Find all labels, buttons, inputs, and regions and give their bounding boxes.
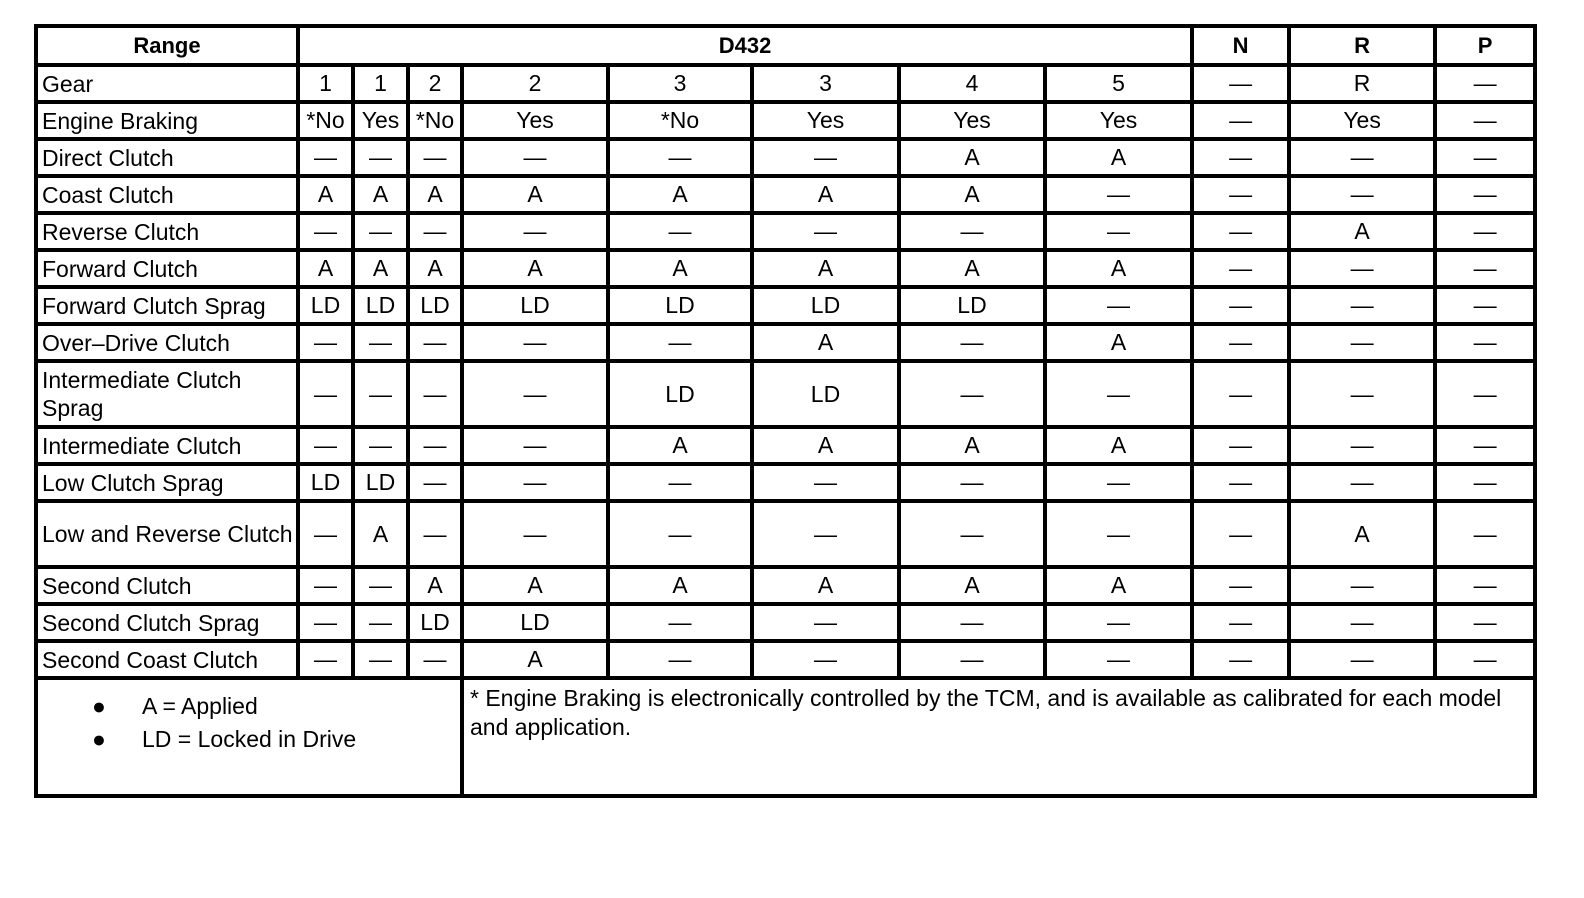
- legend-item-applied: ● A = Applied: [38, 690, 460, 723]
- row-label: Second Coast Clutch: [36, 641, 298, 678]
- table-row: [36, 176, 1535, 213]
- table-cell: —: [1192, 464, 1289, 501]
- table-cell: Yes: [462, 102, 608, 139]
- row-label: Intermediate Clutch: [36, 427, 298, 464]
- table-cell: Yes: [1289, 102, 1435, 139]
- row-label: Second Clutch Sprag: [36, 604, 298, 641]
- table-cell: —: [1045, 464, 1192, 501]
- table-cell: 3: [752, 65, 899, 102]
- table-cell: —: [353, 427, 408, 464]
- table-cell: —: [1289, 567, 1435, 604]
- range-header-row: [36, 26, 1535, 65]
- row-label: Direct Clutch: [36, 139, 298, 176]
- table-row: [36, 250, 1535, 287]
- row-label: Forward Clutch: [36, 250, 298, 287]
- table-cell: —: [353, 604, 408, 641]
- table-cell: —: [298, 361, 353, 427]
- table-cell: —: [1289, 464, 1435, 501]
- table-cell: —: [353, 567, 408, 604]
- table-row: [36, 427, 1535, 464]
- table-cell: —: [899, 464, 1045, 501]
- row-label: Low Clutch Sprag: [36, 464, 298, 501]
- table-cell: —: [462, 427, 608, 464]
- table-cell: LD: [462, 604, 608, 641]
- table-cell: —: [752, 213, 899, 250]
- table-cell: —: [353, 324, 408, 361]
- table-cell: Yes: [353, 102, 408, 139]
- table-row: [36, 464, 1535, 501]
- table-cell: A: [353, 501, 408, 567]
- table-cell: —: [1192, 324, 1289, 361]
- table-cell: R: [1289, 65, 1435, 102]
- table-row: [36, 65, 1535, 102]
- table-cell: A: [1289, 213, 1435, 250]
- table-cell: LD: [752, 361, 899, 427]
- table-cell: —: [1192, 139, 1289, 176]
- table-cell: *No: [298, 102, 353, 139]
- table-cell: A: [462, 641, 608, 678]
- table-cell: —: [608, 604, 752, 641]
- table-cell: 3: [608, 65, 752, 102]
- table-cell: —: [752, 604, 899, 641]
- table-cell: —: [608, 213, 752, 250]
- table-cell: —: [1435, 641, 1535, 678]
- table-cell: —: [1435, 464, 1535, 501]
- table-cell: —: [752, 464, 899, 501]
- table-cell: —: [1045, 287, 1192, 324]
- table-cell: —: [1045, 213, 1192, 250]
- table-row: [36, 287, 1535, 324]
- table-cell: A: [608, 176, 752, 213]
- table-cell: A: [462, 250, 608, 287]
- row-label: Low and Reverse Clutch: [36, 501, 298, 567]
- row-label: Gear: [36, 65, 298, 102]
- table-cell: LD: [408, 287, 462, 324]
- table-cell: —: [1192, 102, 1289, 139]
- table-cell: —: [1192, 213, 1289, 250]
- table-body: [36, 65, 1535, 678]
- table-cell: A: [408, 250, 462, 287]
- table-cell: —: [298, 139, 353, 176]
- legend-item-locked: ● LD = Locked in Drive: [38, 723, 460, 756]
- table-cell: —: [608, 464, 752, 501]
- d-range-header: D432: [298, 26, 1192, 65]
- p-range-header: P: [1435, 26, 1535, 65]
- table-cell: *No: [408, 102, 462, 139]
- table-cell: —: [1289, 641, 1435, 678]
- table-cell: —: [408, 361, 462, 427]
- table-cell: LD: [608, 361, 752, 427]
- table-cell: LD: [298, 464, 353, 501]
- table-cell: —: [608, 324, 752, 361]
- table-cell: —: [752, 501, 899, 567]
- table-cell: —: [1435, 427, 1535, 464]
- table-cell: LD: [298, 287, 353, 324]
- legend-list: [38, 680, 460, 756]
- table-cell: —: [298, 213, 353, 250]
- table-cell: A: [1045, 139, 1192, 176]
- table-cell: —: [408, 213, 462, 250]
- table-cell: —: [1192, 176, 1289, 213]
- row-label: Intermediate Clutch Sprag: [36, 361, 298, 427]
- table-cell: A: [899, 176, 1045, 213]
- row-label: Coast Clutch: [36, 176, 298, 213]
- bullet-icon: ●: [92, 693, 106, 719]
- table-row: [36, 213, 1535, 250]
- table-cell: —: [1192, 427, 1289, 464]
- table-cell: A: [752, 567, 899, 604]
- table-cell: A: [608, 250, 752, 287]
- legend-row: [36, 678, 1535, 796]
- table-cell: —: [408, 641, 462, 678]
- table-cell: —: [1192, 501, 1289, 567]
- table-cell: Yes: [752, 102, 899, 139]
- table-cell: A: [408, 176, 462, 213]
- table-cell: —: [1192, 604, 1289, 641]
- table-cell: —: [462, 361, 608, 427]
- table-cell: —: [353, 139, 408, 176]
- legend: [36, 678, 462, 796]
- table-cell: —: [408, 324, 462, 361]
- table-cell: A: [1045, 250, 1192, 287]
- table-cell: 5: [1045, 65, 1192, 102]
- table-cell: —: [462, 213, 608, 250]
- table-cell: 2: [408, 65, 462, 102]
- table-cell: —: [1289, 139, 1435, 176]
- table-cell: —: [1289, 427, 1435, 464]
- row-label: Engine Braking: [36, 102, 298, 139]
- table-cell: —: [408, 139, 462, 176]
- range-header: Range: [36, 26, 298, 65]
- table-cell: A: [1045, 427, 1192, 464]
- table-cell: —: [408, 464, 462, 501]
- r-range-header: R: [1289, 26, 1435, 65]
- table-cell: —: [353, 213, 408, 250]
- table-cell: —: [1435, 176, 1535, 213]
- table-row: [36, 567, 1535, 604]
- row-label: Over–Drive Clutch: [36, 324, 298, 361]
- table-row: [36, 361, 1535, 427]
- table-cell: A: [298, 176, 353, 213]
- row-label: Forward Clutch Sprag: [36, 287, 298, 324]
- table-cell: —: [899, 361, 1045, 427]
- table-cell: LD: [408, 604, 462, 641]
- table-cell: —: [1192, 250, 1289, 287]
- table-cell: A: [899, 567, 1045, 604]
- table-cell: —: [298, 604, 353, 641]
- table-cell: —: [353, 361, 408, 427]
- table-cell: A: [462, 567, 608, 604]
- table-cell: —: [1435, 361, 1535, 427]
- table-cell: —: [462, 501, 608, 567]
- engine-braking-note: * Engine Braking is electronically controlled by the TCM, and is available as calibrated for each model and application.: [462, 678, 1535, 796]
- table-cell: —: [1435, 287, 1535, 324]
- table-cell: Yes: [899, 102, 1045, 139]
- table-cell: —: [298, 567, 353, 604]
- table-cell: —: [298, 501, 353, 567]
- table-cell: —: [1192, 65, 1289, 102]
- table-cell: A: [1045, 567, 1192, 604]
- table-cell: A: [1289, 501, 1435, 567]
- table-cell: —: [1045, 176, 1192, 213]
- table-cell: —: [408, 427, 462, 464]
- table-cell: A: [1045, 324, 1192, 361]
- table-cell: —: [353, 641, 408, 678]
- table-cell: LD: [899, 287, 1045, 324]
- table-cell: —: [1435, 567, 1535, 604]
- table-cell: A: [752, 176, 899, 213]
- table-cell: —: [899, 324, 1045, 361]
- row-label: Reverse Clutch: [36, 213, 298, 250]
- table-cell: LD: [752, 287, 899, 324]
- table-cell: —: [899, 213, 1045, 250]
- table-cell: —: [1435, 102, 1535, 139]
- table-cell: —: [1192, 361, 1289, 427]
- table-cell: A: [608, 567, 752, 604]
- table-cell: —: [1289, 176, 1435, 213]
- table-cell: —: [1289, 250, 1435, 287]
- table-cell: —: [1289, 361, 1435, 427]
- table-cell: LD: [353, 287, 408, 324]
- table-cell: —: [1435, 139, 1535, 176]
- clutch-application-table: [34, 24, 1537, 798]
- table-cell: —: [899, 604, 1045, 641]
- table-row: [36, 324, 1535, 361]
- table-row: [36, 604, 1535, 641]
- table-cell: 2: [462, 65, 608, 102]
- table-cell: —: [1435, 213, 1535, 250]
- table-cell: —: [462, 324, 608, 361]
- table-cell: LD: [608, 287, 752, 324]
- table-cell: A: [899, 250, 1045, 287]
- table-cell: A: [608, 427, 752, 464]
- table-cell: 1: [298, 65, 353, 102]
- table-cell: —: [752, 139, 899, 176]
- table-row: [36, 501, 1535, 567]
- table-cell: —: [298, 641, 353, 678]
- table-row: [36, 102, 1535, 139]
- table-cell: —: [1435, 324, 1535, 361]
- table-cell: —: [408, 501, 462, 567]
- table-cell: *No: [608, 102, 752, 139]
- table-cell: A: [353, 250, 408, 287]
- table-cell: —: [1435, 250, 1535, 287]
- table-cell: —: [1045, 361, 1192, 427]
- table-cell: —: [298, 324, 353, 361]
- table-cell: —: [1045, 501, 1192, 567]
- table-cell: —: [899, 641, 1045, 678]
- table-cell: A: [899, 427, 1045, 464]
- table-cell: —: [1435, 604, 1535, 641]
- table-cell: A: [899, 139, 1045, 176]
- table-cell: —: [1289, 287, 1435, 324]
- table-cell: —: [462, 464, 608, 501]
- table-cell: —: [1192, 567, 1289, 604]
- table-cell: LD: [353, 464, 408, 501]
- table-cell: A: [408, 567, 462, 604]
- table-cell: —: [608, 139, 752, 176]
- table-cell: 1: [353, 65, 408, 102]
- table-cell: —: [1045, 604, 1192, 641]
- n-range-header: N: [1192, 26, 1289, 65]
- bullet-icon: ●: [92, 726, 106, 752]
- table-cell: —: [608, 641, 752, 678]
- table-row: [36, 139, 1535, 176]
- table-cell: A: [353, 176, 408, 213]
- table-cell: —: [1435, 65, 1535, 102]
- row-label: Second Clutch: [36, 567, 298, 604]
- table-cell: —: [752, 641, 899, 678]
- table-cell: —: [1289, 324, 1435, 361]
- table-cell: —: [1045, 641, 1192, 678]
- table-cell: —: [1192, 641, 1289, 678]
- table-row: [36, 641, 1535, 678]
- table-cell: —: [1435, 501, 1535, 567]
- table-cell: A: [752, 250, 899, 287]
- table-cell: A: [298, 250, 353, 287]
- table-cell: Yes: [1045, 102, 1192, 139]
- table-cell: A: [752, 427, 899, 464]
- table-cell: —: [462, 139, 608, 176]
- table-cell: —: [608, 501, 752, 567]
- table-cell: 4: [899, 65, 1045, 102]
- table-cell: —: [298, 427, 353, 464]
- table-cell: LD: [462, 287, 608, 324]
- table-cell: —: [1192, 287, 1289, 324]
- table-cell: —: [899, 501, 1045, 567]
- table-cell: A: [752, 324, 899, 361]
- table-cell: —: [1289, 604, 1435, 641]
- table-cell: A: [462, 176, 608, 213]
